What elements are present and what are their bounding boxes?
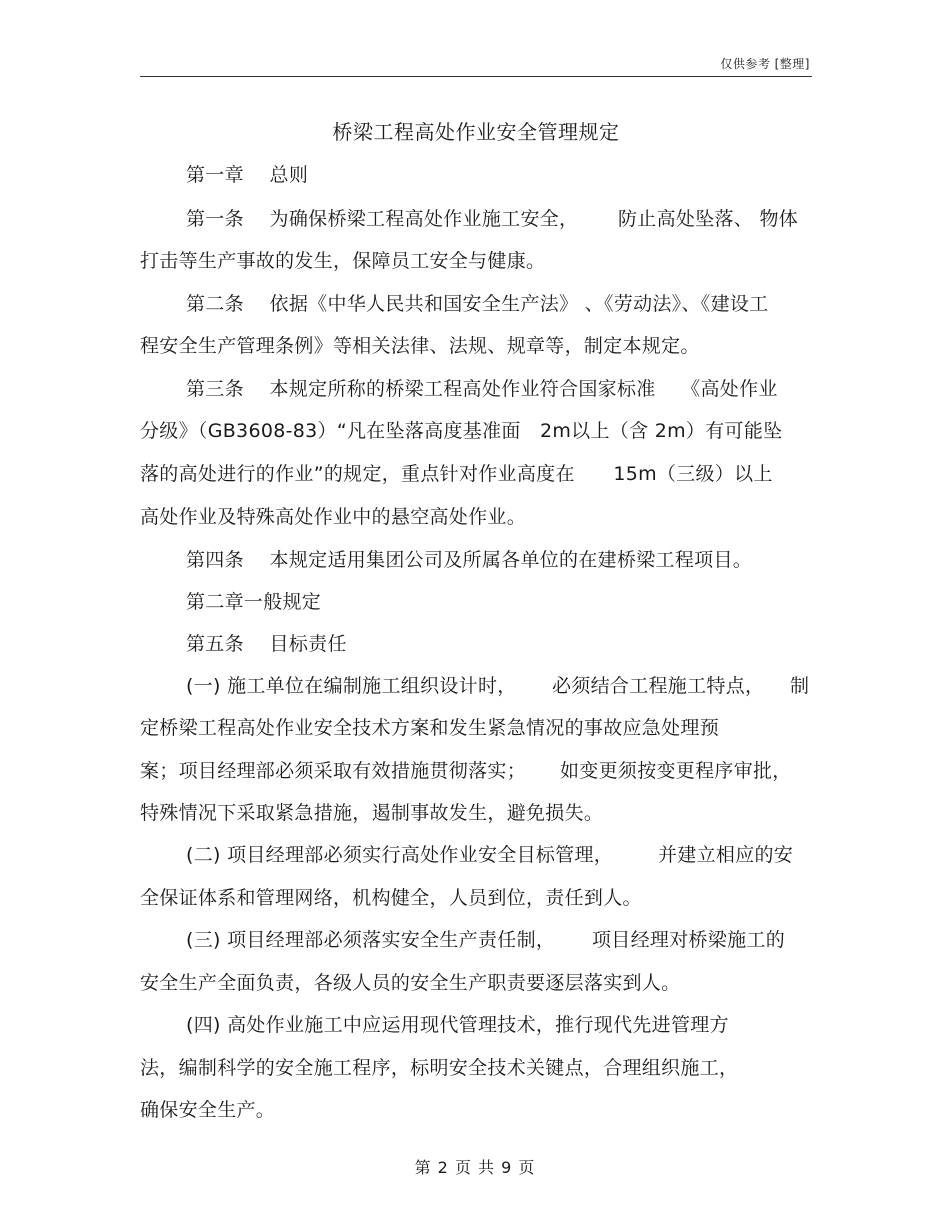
item-1-line-3a: 案；项目经理部必须采取有效措施贯彻落实；: [140, 760, 527, 782]
item-1-line-3b: 如变更须按变更程序审批，: [560, 760, 792, 782]
item-1-line-1a: (一) 施工单位在编制施工组织设计时，: [186, 675, 517, 697]
item-2-line-1b: 并建立相应的安: [658, 844, 794, 866]
chapter-2-heading: 第二章一般规定: [186, 591, 322, 613]
article-3-line-4: 高处作业及特殊高处作业中的悬空高处作业。: [140, 506, 527, 528]
article-1-line-1b: 防止高处坠落、 物体: [618, 208, 799, 230]
article-2-line-1: 第二条 依据《中华人民共和国安全生产法》 、《劳动法》、《建设工: [186, 293, 769, 315]
article-5-heading: 第五条 目标责任: [186, 633, 347, 655]
item-4-line-3: 确保安全生产。: [140, 1099, 276, 1121]
item-4-line-1: (四) 高处作业施工中应运用现代管理技术，推行现代先进管理方: [186, 1014, 729, 1036]
article-2-line-2: 程安全生产管理条例》等相关法律、法规、规章等，制定本规定。: [140, 335, 700, 357]
article-4-line-1: 第四条 本规定适用集团公司及所属各单位的在建桥梁工程项目。: [186, 549, 753, 571]
item-3-line-1a: (三) 项目经理部必须落实安全生产责任制，: [186, 929, 556, 951]
header-divider: [140, 76, 812, 77]
item-3-line-2: 安全生产全面负责，各级人员的安全生产职责要逐层落实到人。: [140, 972, 681, 994]
item-1-line-2: 定桥梁工程高处作业安全技术方案和发生紧急情况的事故应急处理预: [140, 717, 720, 739]
chapter-1-heading: 第一章 总则: [186, 164, 309, 186]
document-title: 桥梁工程高处作业安全管理规定: [332, 120, 620, 144]
item-3-line-1b: 项目经理对桥梁施工的: [592, 929, 786, 951]
item-1-line-4: 特殊情况下采取紧急措施，遏制事故发生，避免损失。: [140, 802, 604, 824]
article-1-line-2: 打击等生产事故的发生，保障员工安全与健康。: [140, 250, 546, 272]
article-3-line-1: 第三条 本规定所称的桥梁工程高处作业符合国家标准 《高处作业: [186, 378, 778, 400]
item-2-line-2: 全保证体系和管理网络，机构健全，人员到位，责任到人。: [140, 887, 642, 909]
article-3-line-2: 分级》（GB3608-83）“凡在坠落高度基准面 2m以上（含 2m）有可能坠: [140, 420, 783, 442]
article-3-line-3: 落的高处进行的作业”的规定，重点针对作业高度在 15m（三级）以上: [140, 463, 773, 485]
article-1-line-1a: 第一条 为确保桥梁工程高处作业施工安全，: [186, 208, 579, 230]
item-4-line-2: 法，编制科学的安全施工程序，标明安全技术关键点，合理组织施工，: [140, 1057, 739, 1079]
item-1-line-1b: 必须结合工程施工特点，: [552, 675, 765, 697]
page-number-footer: 第 2 页 共 9 页: [414, 1158, 536, 1177]
item-1-line-1c: 制: [790, 675, 810, 697]
header-note: 仅供参考 [整理]: [720, 57, 810, 71]
item-2-line-1a: (二) 项目经理部必须实行高处作业安全目标管理，: [186, 844, 614, 866]
